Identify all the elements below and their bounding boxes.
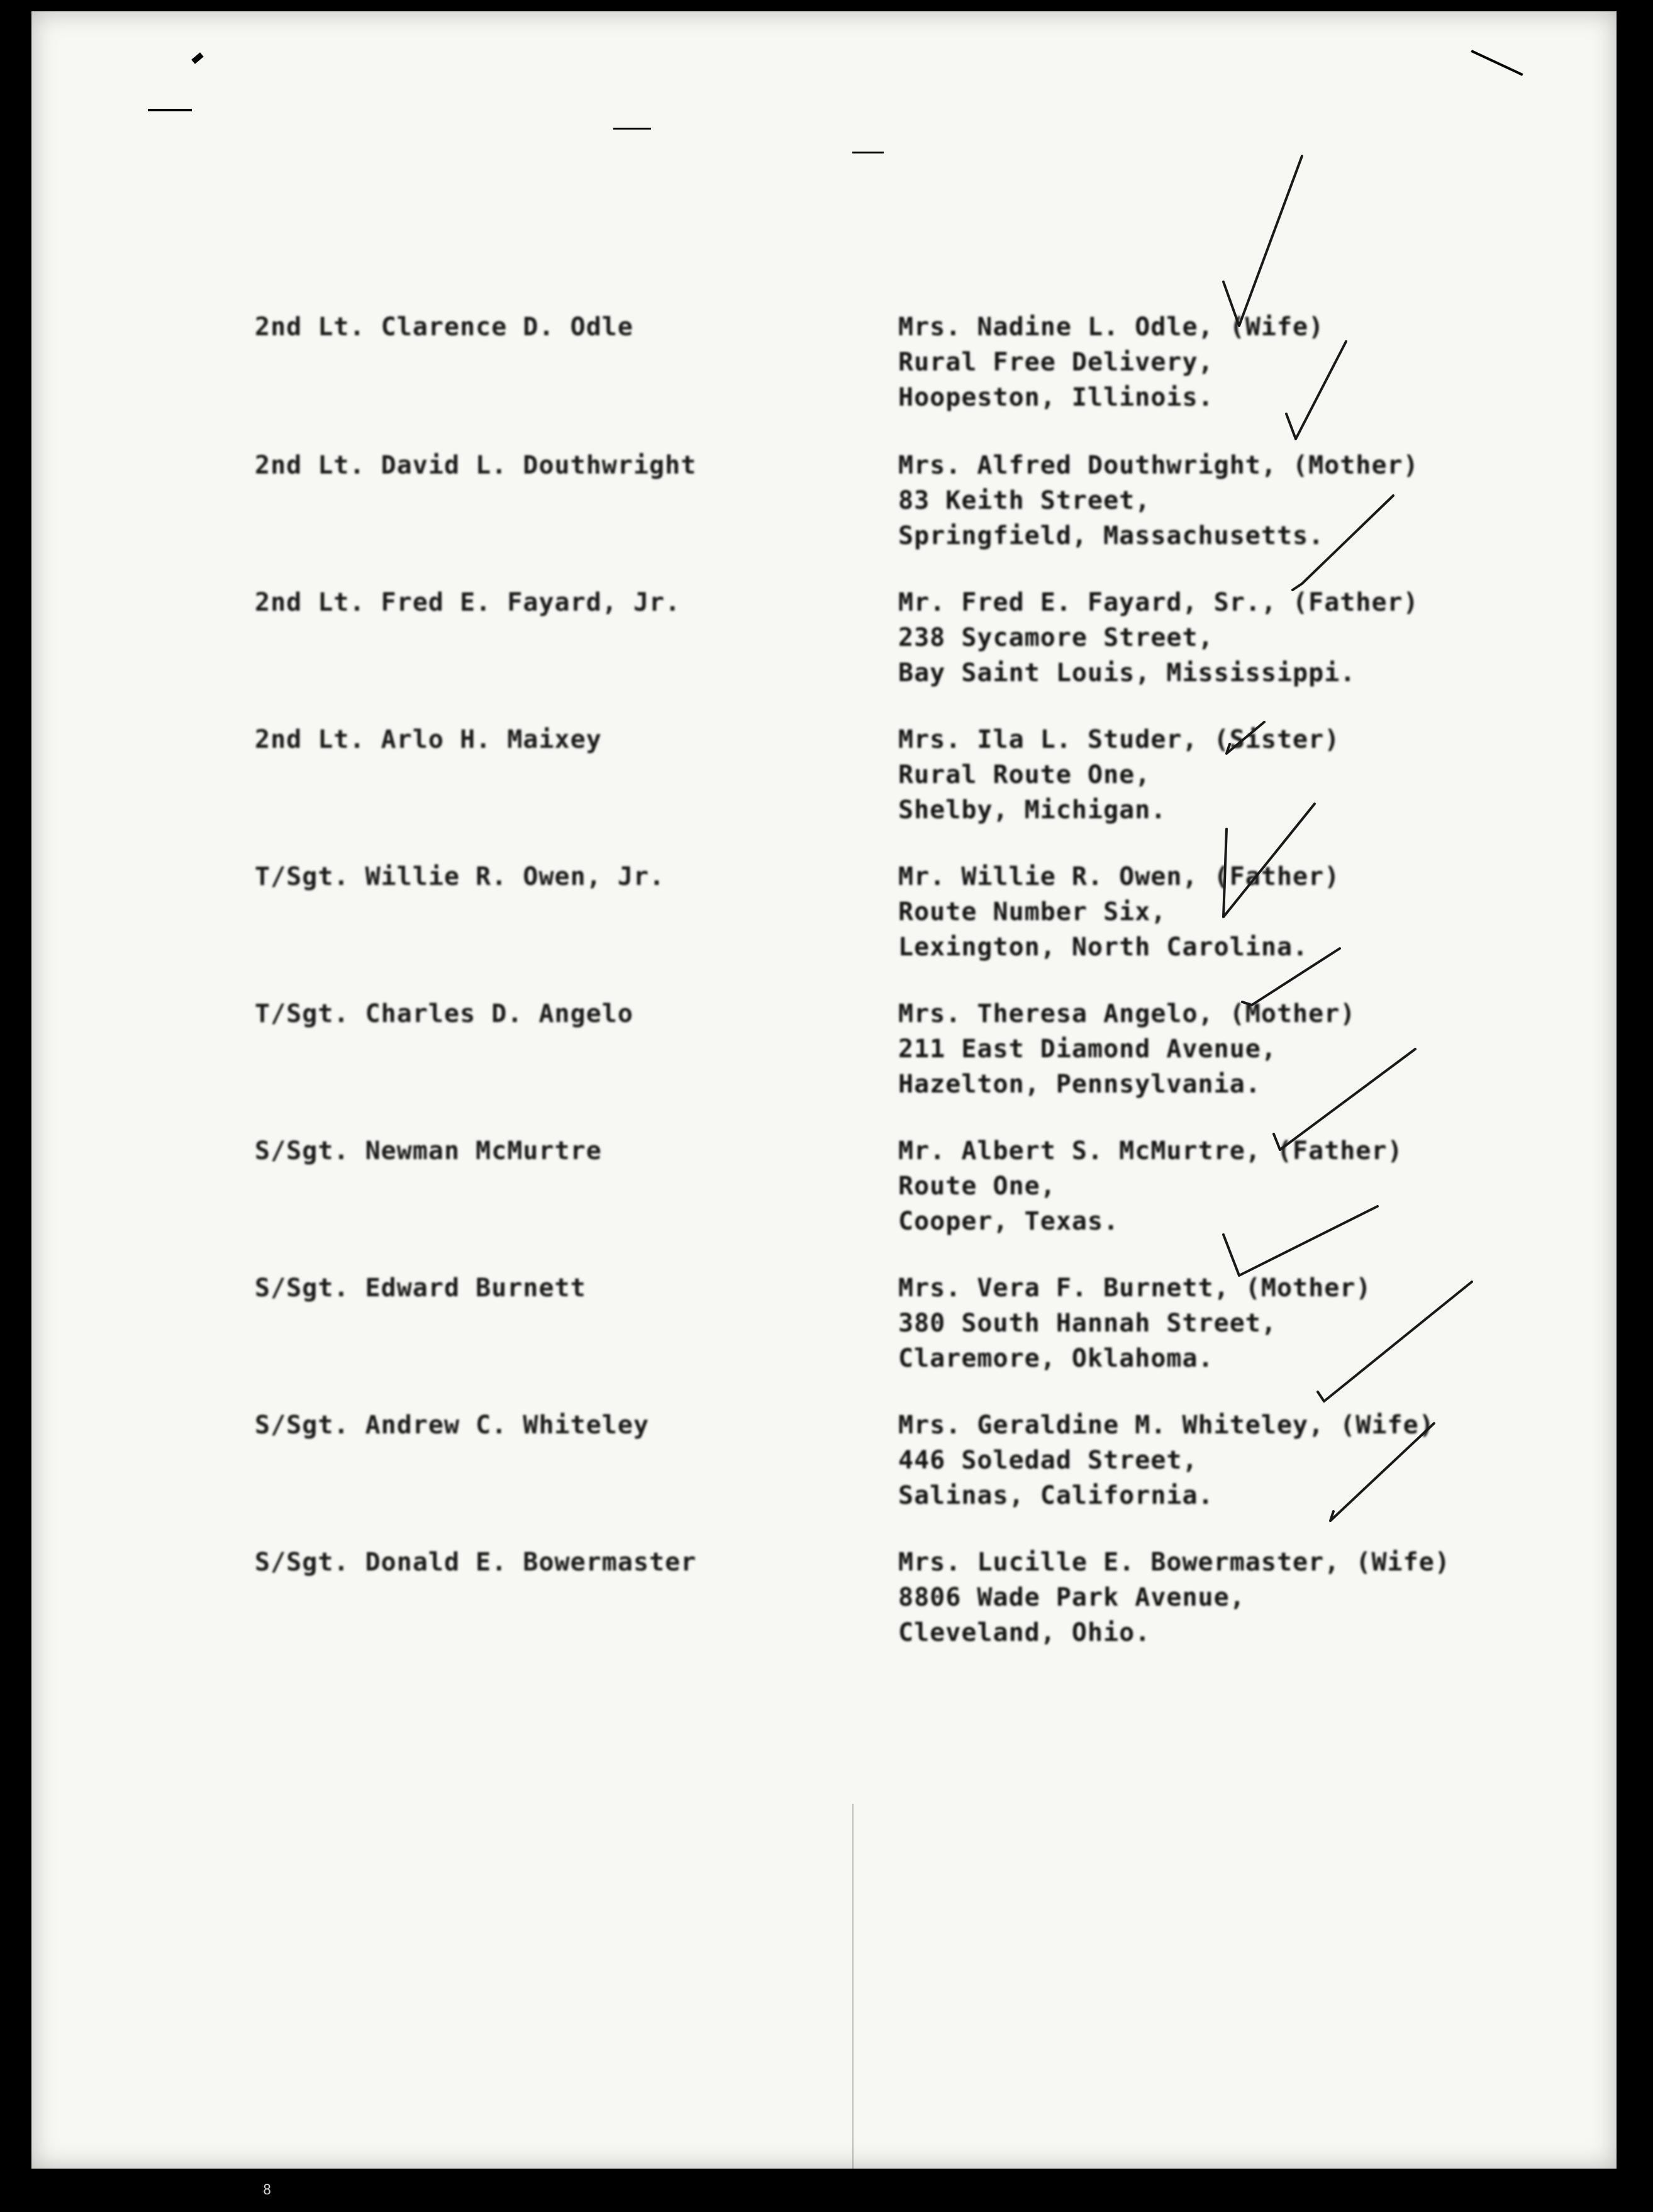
list-item	[31, 713, 1617, 839]
list-item	[31, 1536, 1617, 1662]
address-line: Salinas, California.	[898, 1481, 1214, 1510]
service-member-name: 2nd Lt. Clarence D. Odle	[255, 313, 633, 342]
service-member-name: 2nd Lt. David L. Douthwright	[255, 451, 697, 480]
service-member-name: S/Sgt. Edward Burnett	[255, 1274, 586, 1303]
service-member-name: 2nd Lt. Arlo H. Maixey	[255, 725, 602, 754]
ink-speck	[148, 109, 192, 111]
address-line: 238 Sycamore Street,	[898, 623, 1214, 652]
scan-edge	[1617, 0, 1653, 2212]
service-member-name: T/Sgt. Willie R. Owen, Jr.	[255, 862, 665, 891]
list-item	[31, 850, 1617, 976]
service-member-name: S/Sgt. Andrew C. Whiteley	[255, 1411, 650, 1440]
address-line: Hazelton, Pennsylvania.	[898, 1070, 1261, 1099]
next-of-kin-address	[898, 1545, 1450, 1650]
list-item	[31, 1399, 1617, 1525]
service-member-name: S/Sgt. Donald E. Bowermaster	[255, 1548, 697, 1577]
address-line: Mrs. Vera F. Burnett, (Mother)	[898, 1274, 1372, 1303]
address-line: Springfield, Massachusetts.	[898, 521, 1325, 550]
ink-speck	[191, 52, 204, 64]
scan-edge	[0, 2169, 1653, 2212]
ink-speck	[852, 152, 884, 153]
address-line: Shelby, Michigan.	[898, 796, 1167, 825]
next-of-kin-address	[898, 1133, 1403, 1239]
list-item	[31, 1125, 1617, 1250]
address-line: Mrs. Ila L. Studer, (Sister)	[898, 725, 1340, 754]
address-line: 380 South Hannah Street,	[898, 1309, 1277, 1338]
service-member-name: T/Sgt. Charles D. Angelo	[255, 999, 633, 1028]
address-line: Hoopeston, Illinois.	[898, 383, 1214, 412]
address-line: Mrs. Nadine L. Odle, (Wife)	[898, 313, 1325, 342]
next-of-kin-address	[898, 448, 1419, 553]
address-line: Cooper, Texas.	[898, 1207, 1120, 1236]
address-line: Mrs. Lucille E. Bowermaster, (Wife)	[898, 1548, 1450, 1577]
address-line: Mr. Willie R. Owen, (Father)	[898, 862, 1340, 891]
address-line: 211 East Diamond Avenue,	[898, 1035, 1277, 1064]
list-item	[31, 987, 1617, 1113]
service-member-name: 2nd Lt. Fred E. Fayard, Jr.	[255, 588, 681, 617]
address-line: Lexington, North Carolina.	[898, 933, 1309, 962]
next-of-kin-address	[898, 1408, 1435, 1513]
address-line: Bay Saint Louis, Mississippi.	[898, 659, 1356, 687]
address-line: 8806 Wade Park Avenue,	[898, 1583, 1245, 1612]
next-of-kin-address	[898, 859, 1340, 965]
paper-fold-line	[852, 1804, 854, 2169]
address-line: Claremore, Oklahoma.	[898, 1344, 1214, 1373]
ink-speck	[613, 128, 651, 130]
ink-speck	[1471, 50, 1523, 76]
address-line: Mrs. Theresa Angelo, (Mother)	[898, 999, 1356, 1028]
list-item	[31, 301, 1617, 426]
next-of-kin-address	[898, 722, 1340, 828]
address-line: Rural Route One,	[898, 760, 1151, 789]
next-of-kin-address	[898, 309, 1324, 415]
list-item	[31, 439, 1617, 565]
next-of-kin-address	[898, 585, 1419, 691]
address-line: 83 Keith Street,	[898, 486, 1151, 515]
address-line: Mrs. Geraldine M. Whiteley, (Wife)	[898, 1411, 1435, 1440]
list-item	[31, 576, 1617, 702]
address-line: Cleveland, Ohio.	[898, 1618, 1151, 1647]
footer-mark: 8	[263, 2182, 272, 2198]
address-line: Route One,	[898, 1172, 1056, 1201]
list-item	[31, 1262, 1617, 1387]
address-line: Mr. Albert S. McMurtre, (Father)	[898, 1137, 1403, 1165]
address-line: Mrs. Alfred Douthwright, (Mother)	[898, 451, 1419, 480]
service-member-name: S/Sgt. Newman McMurtre	[255, 1137, 602, 1165]
address-line: Route Number Six,	[898, 898, 1167, 926]
next-of-kin-address	[898, 996, 1355, 1102]
address-line: 446 Soledad Street,	[898, 1446, 1198, 1475]
document-page	[31, 11, 1617, 2169]
next-of-kin-address	[898, 1270, 1371, 1376]
scan-edge	[0, 0, 1653, 11]
address-line: Mr. Fred E. Fayard, Sr., (Father)	[898, 588, 1419, 617]
address-line: Rural Free Delivery,	[898, 348, 1214, 377]
